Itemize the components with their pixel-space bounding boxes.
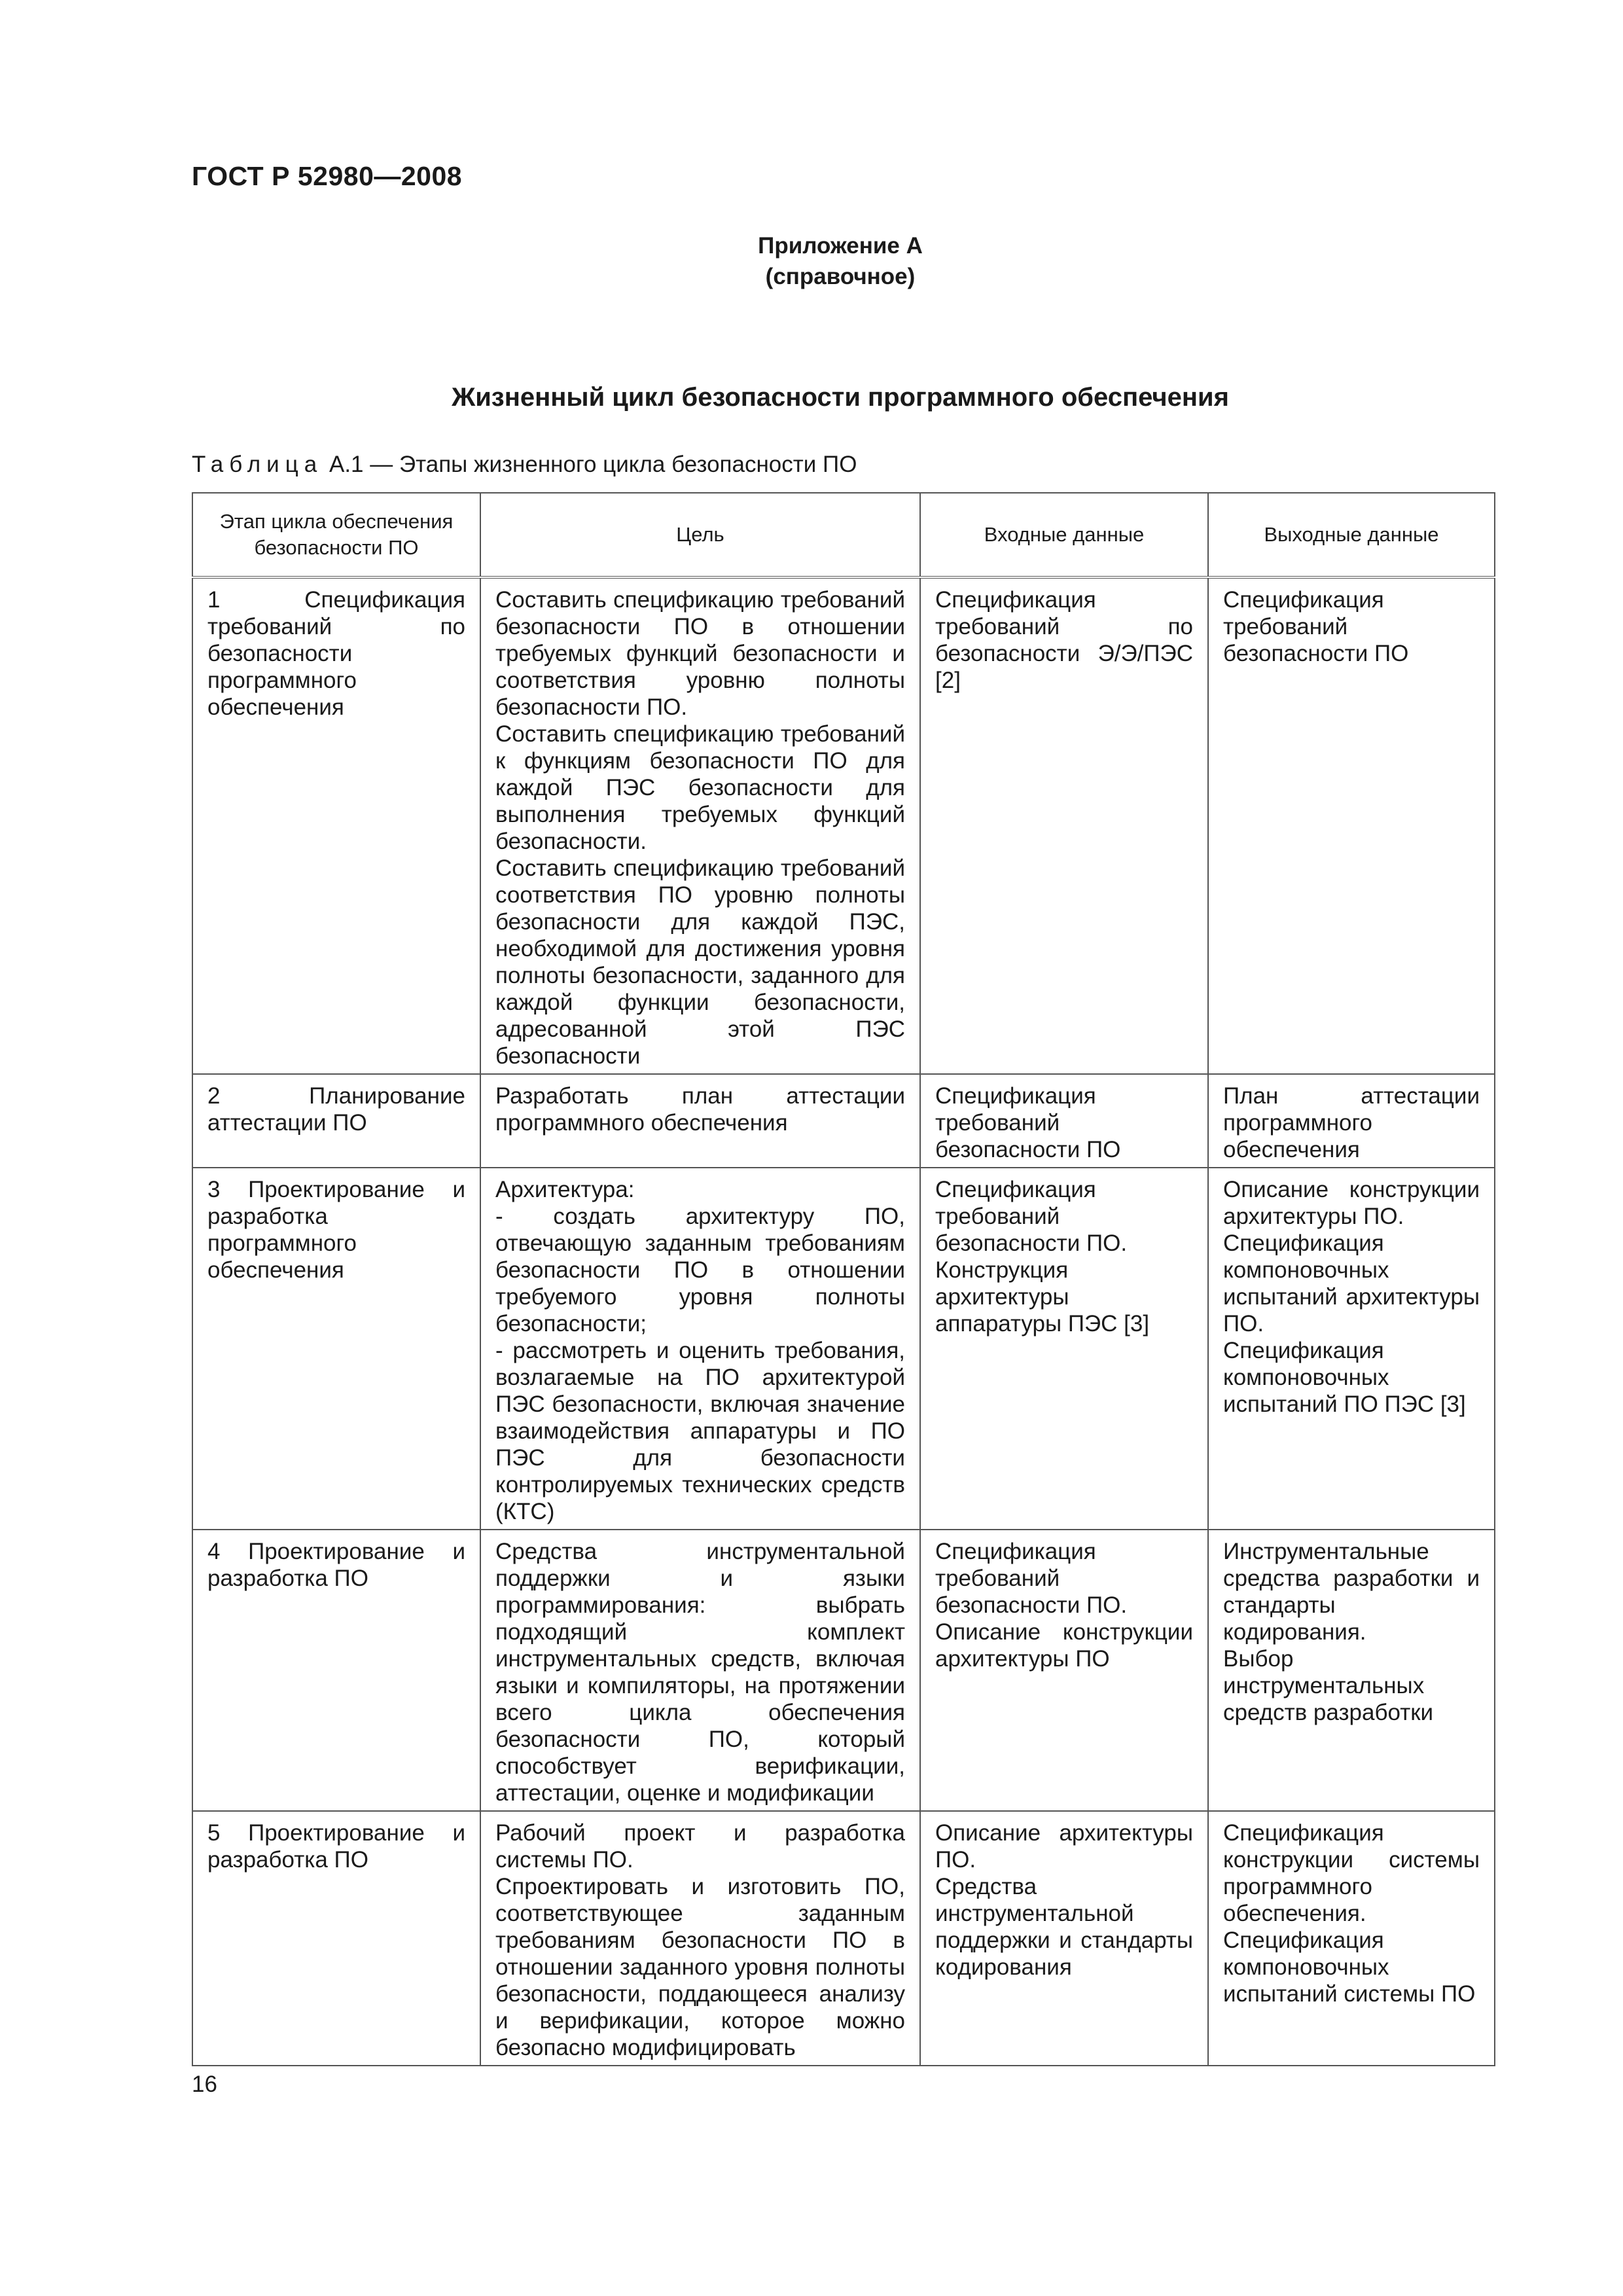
appendix-title: Приложение А (758, 233, 923, 259)
table-row (192, 1168, 1495, 1530)
cell-goal: Рабочий проект и разработка системы ПО. Спроектировать и изготовить ПО, соответствующее заданным требованиям безопасности ПО в отношении заданного уровня полноты безопасности, поддающееся анализу и верификации, которое можно безопасно модифицировать (480, 1811, 920, 2066)
table-caption (192, 452, 857, 478)
column-header-output: Выходные данные (1208, 493, 1495, 577)
table-caption-label: Таблица (192, 452, 323, 477)
table-row (192, 1074, 1495, 1168)
page-number: 16 (192, 2072, 217, 2097)
column-header-goal: Цель (480, 493, 920, 577)
table-row (192, 1530, 1495, 1811)
cell-goal: Архитектура: - создать архитектуру ПО, отвечающую заданным требованиям безопасности ПО в отношении требуемого уровня полноты безопасности; - рассмотреть и оценить требования, возлагаемые на ПО архитектурой ПЭС безопасности, включая значение взаимодействия аппаратуры и ПО ПЭС для безопасности контролируемых технических средств (КТС) (480, 1168, 920, 1530)
cell-output: Спецификация конструкции системы программного обеспечения. Спецификация компоновочных испытаний системы ПО (1208, 1811, 1495, 2066)
cell-output: План аттестации программного обеспечения (1208, 1074, 1495, 1168)
appendix-subtitle: (справочное) (765, 264, 916, 289)
stages-table (192, 492, 1495, 2066)
cell-input: Спецификация требований безопасности ПО. Конструкция архитектуры аппаратуры ПЭС [3] (920, 1168, 1208, 1530)
table-header-row (192, 493, 1495, 577)
cell-stage: 2 Планирование аттестации ПО (192, 1074, 480, 1168)
cell-output: Спецификация требований безопасности ПО (1208, 577, 1495, 1074)
cell-stage: 4 Проектирование и разработка ПО (192, 1530, 480, 1811)
cell-stage: 3 Проектирование и разработка программного обеспечения (192, 1168, 480, 1530)
cell-input: Спецификация требований по безопасности Э/Э/ПЭС [2] (920, 577, 1208, 1074)
cell-goal: Средства инструментальной поддержки и языки программирования: выбрать подходящий комплект инструментальных средств, включая языки и компиляторы, на протяжении всего цикла обеспечения безопасности ПО, который способствует верификации, аттестации, оценке и модификации (480, 1530, 920, 1811)
table-row (192, 1811, 1495, 2066)
cell-goal: Составить спецификацию требований безопасности ПО в отношении требуемых функций безопасности и соответствия уровню полноты безопасности ПО. Составить спецификацию требований к функциям безопасности ПО для каждой ПЭС безопасности для выполнения требуемых функций безопасности. Составить спецификацию требований соответствия ПО уровню полноты безопасности для каждой ПЭС, необходимой для достижения уровня полноты безопасности, заданного для каждой функции безопасности, адресованной этой ПЭС безопасности (480, 577, 920, 1074)
appendix-heading (0, 230, 1623, 292)
table-row (192, 577, 1495, 1074)
cell-input: Спецификация требований безопасности ПО. Описание конструкции архитектуры ПО (920, 1530, 1208, 1811)
document-standard-number: ГОСТ Р 52980—2008 (192, 161, 463, 191)
cell-input: Описание архитектуры ПО. Средства инструментальной поддержки и стандарты кодирования (920, 1811, 1208, 2066)
cell-output: Описание конструкции архитектуры ПО. Спецификация компоновочных испытаний архитектуры ПО. Спецификация компоновочных испытаний ПО ПЭС [3] (1208, 1168, 1495, 1530)
cell-stage: 1 Спецификация требований по безопасности программного обеспечения (192, 577, 480, 1074)
column-header-stage: Этап цикла обеспечения безопасности ПО (192, 493, 480, 577)
cell-stage: 5 Проектирование и разработка ПО (192, 1811, 480, 2066)
cell-input: Спецификация требований безопасности ПО (920, 1074, 1208, 1168)
section-title: Жизненный цикл безопасности программного обеспечения (452, 383, 1229, 412)
column-header-input: Входные данные (920, 493, 1208, 577)
table-caption-text: А.1 — Этапы жизненного цикла безопасности ПО (329, 452, 857, 477)
cell-goal: Разработать план аттестации программного обеспечения (480, 1074, 920, 1168)
cell-output: Инструментальные средства разработки и стандарты кодирования. Выбор инструментальных средств разработки (1208, 1530, 1495, 1811)
